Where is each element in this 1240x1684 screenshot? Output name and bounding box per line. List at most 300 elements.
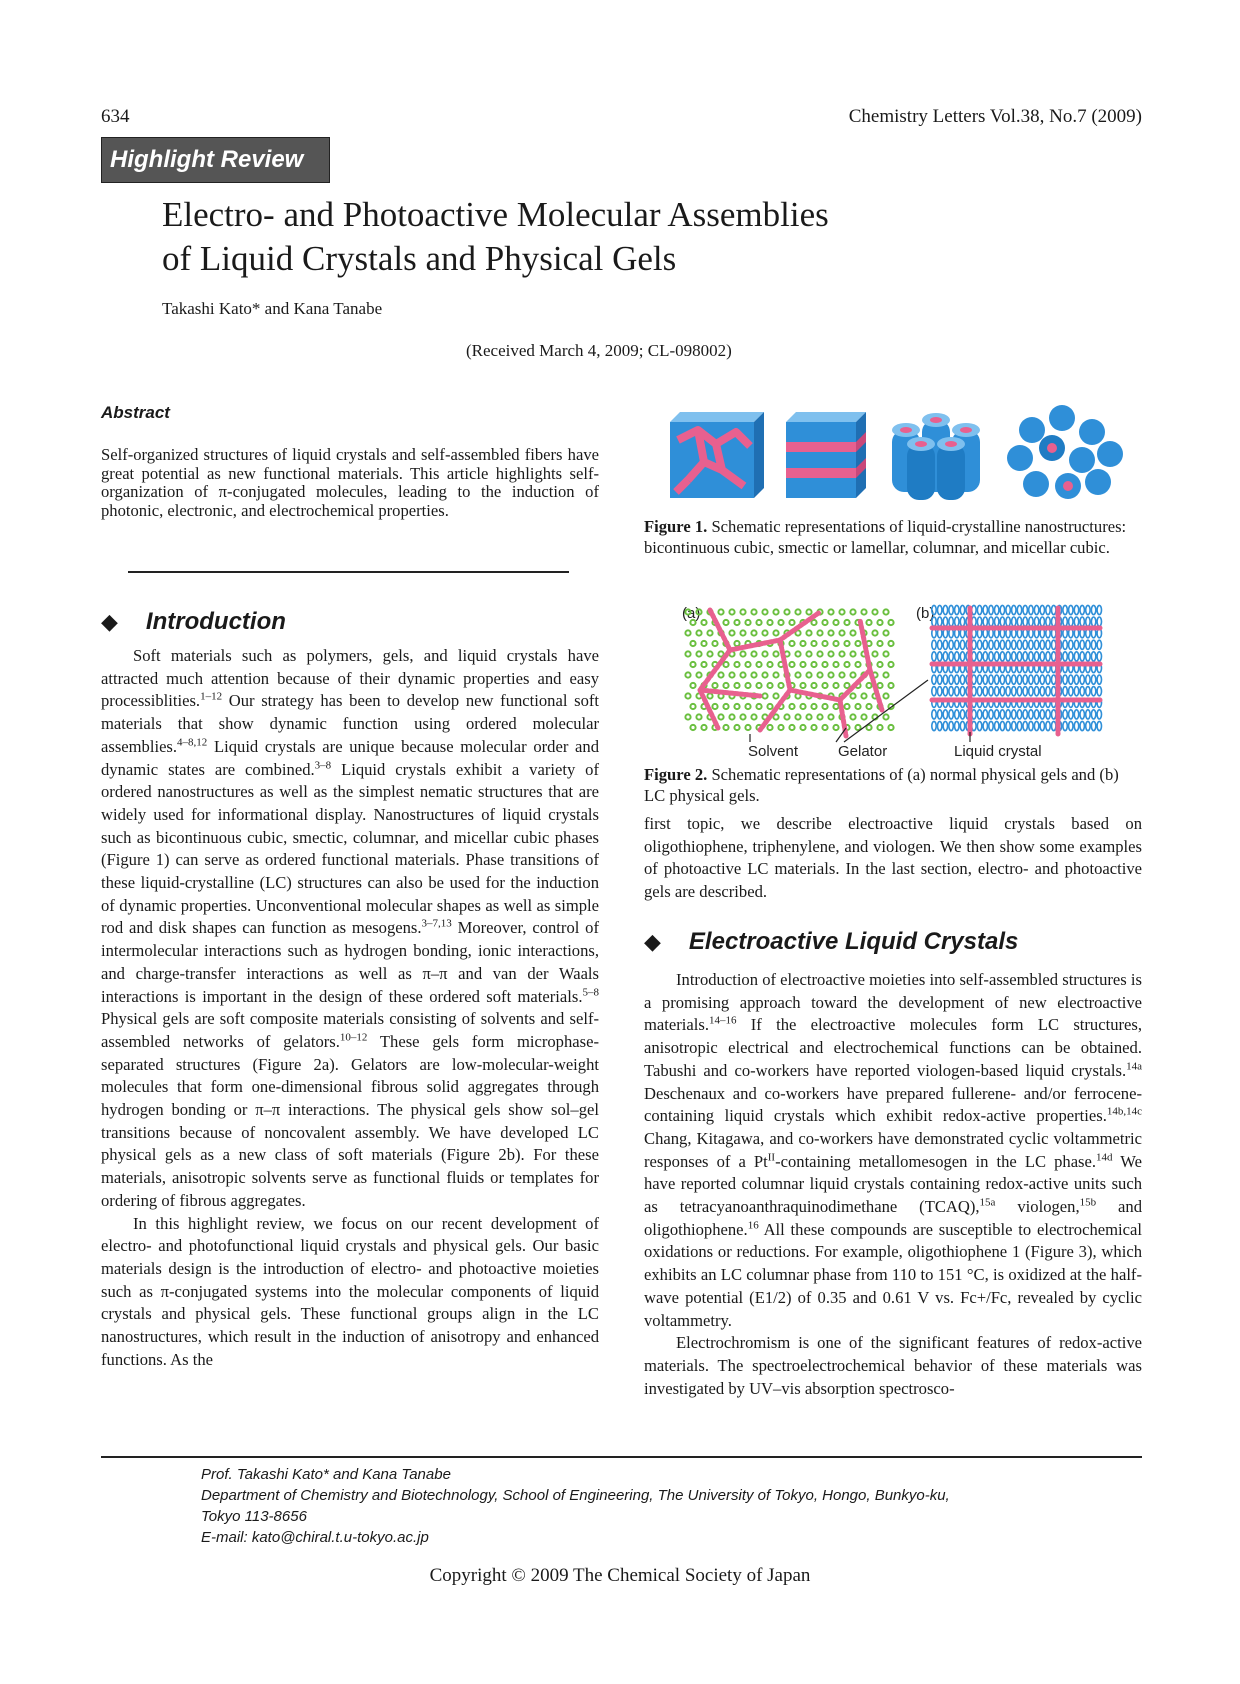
lc-gel-panel [932, 605, 1102, 734]
lc-molecule [1029, 721, 1033, 730]
lc-molecule [1074, 687, 1078, 696]
lc-molecule [989, 710, 993, 719]
solvent-molecule [833, 662, 838, 667]
lc-molecule [1091, 652, 1095, 661]
solvent-molecule [855, 704, 860, 709]
lc-molecule [1097, 652, 1101, 661]
solvent-molecule [723, 620, 728, 625]
lc-molecule [932, 640, 936, 649]
solvent-molecule [811, 662, 816, 667]
solvent-molecule [767, 662, 772, 667]
solvent-molecule [784, 609, 789, 614]
solvent-molecule [844, 620, 849, 625]
lc-molecule [995, 652, 999, 661]
lc-molecule [1006, 605, 1010, 614]
solvent-molecule [685, 672, 690, 677]
solvent-molecule [685, 630, 690, 635]
solvent-molecule [883, 651, 888, 656]
lc-molecule [1012, 617, 1016, 626]
solvent-molecule [877, 662, 882, 667]
solvent-molecule [701, 641, 706, 646]
lc-molecule [1012, 721, 1016, 730]
lc-molecule [1012, 652, 1016, 661]
lc-molecule [1023, 652, 1027, 661]
solvent-molecule [888, 725, 893, 730]
lc-molecule [1034, 640, 1038, 649]
lc-molecule [1063, 617, 1067, 626]
solvent-molecule [844, 641, 849, 646]
solvent-molecule [745, 725, 750, 730]
lc-molecule [1034, 710, 1038, 719]
lc-molecule [1097, 675, 1101, 684]
solvent-molecule [817, 672, 822, 677]
lc-molecule [1000, 640, 1004, 649]
solvent-molecule [822, 641, 827, 646]
lc-molecule [1017, 617, 1021, 626]
solvent-molecule [855, 641, 860, 646]
micellar-cubic-icon [1007, 405, 1123, 499]
lc-molecule [955, 640, 959, 649]
lc-molecule [995, 675, 999, 684]
lc-molecule [1017, 605, 1021, 614]
lc-molecule [1063, 721, 1067, 730]
lc-molecule [1052, 640, 1056, 649]
solvent-molecule [767, 620, 772, 625]
footnote-rule [101, 1456, 1142, 1458]
solvent-molecule [767, 704, 772, 709]
lc-molecule [1017, 721, 1021, 730]
solvent-molecule [690, 704, 695, 709]
affiliation-line-2: Department of Chemistry and Biotechnology, School of Engineering, The University of Tokyo, Hongo, Bunkyo-ku, [201, 1487, 950, 1504]
lc-molecule [1052, 617, 1056, 626]
lc-molecule [1052, 675, 1056, 684]
lc-molecule [1034, 652, 1038, 661]
lc-molecule [977, 721, 981, 730]
lc-molecule [995, 640, 999, 649]
lc-molecule [1046, 687, 1050, 696]
electroactive-body [644, 969, 1142, 1400]
lc-molecule [1052, 652, 1056, 661]
solvent-molecule [872, 630, 877, 635]
introduction-heading [101, 608, 286, 636]
lc-molecule [1086, 652, 1090, 661]
solvent-molecule [696, 714, 701, 719]
solvent-molecule [696, 651, 701, 656]
lc-molecule [983, 640, 987, 649]
introduction-heading-text: Introduction [145, 608, 286, 635]
solvent-molecule [833, 725, 838, 730]
lc-molecule [1040, 687, 1044, 696]
liquid-crystal-label: Liquid crystal [954, 743, 1042, 760]
solvent-molecule [877, 641, 882, 646]
lc-molecule [1006, 687, 1010, 696]
solvent-molecule [734, 683, 739, 688]
solvent-molecule [751, 714, 756, 719]
lc-molecule [1091, 710, 1095, 719]
lc-molecule [1097, 710, 1101, 719]
solvent-molecule [866, 725, 871, 730]
abstract-rule [128, 571, 569, 573]
solvent-molecule [762, 672, 767, 677]
solvent-molecule [828, 609, 833, 614]
lc-molecule [932, 710, 936, 719]
lc-molecule [932, 687, 936, 696]
lc-molecule [1000, 675, 1004, 684]
solvent-molecule [723, 662, 728, 667]
lc-molecule [977, 687, 981, 696]
lc-molecule [1012, 675, 1016, 684]
solvent-label: Solvent [748, 743, 799, 760]
solvent-molecule [811, 683, 816, 688]
normal-gel-panel [685, 609, 893, 736]
lc-molecule [1040, 605, 1044, 614]
lc-molecule [1086, 605, 1090, 614]
solvent-molecule [839, 672, 844, 677]
lc-molecule [1080, 687, 1084, 696]
solvent-molecule [800, 641, 805, 646]
solvent-molecule [712, 704, 717, 709]
lc-molecule [1091, 605, 1095, 614]
solvent-molecule [850, 651, 855, 656]
solvent-molecule [806, 630, 811, 635]
lc-molecule [1097, 687, 1101, 696]
lc-molecule [1080, 721, 1084, 730]
lc-molecule [949, 710, 953, 719]
lc-molecule [1069, 605, 1073, 614]
lc-molecule [1074, 721, 1078, 730]
solvent-molecule [811, 641, 816, 646]
lc-molecule [977, 640, 981, 649]
lc-molecule [995, 605, 999, 614]
lc-molecule [1040, 710, 1044, 719]
solvent-molecule [767, 725, 772, 730]
solvent-molecule [850, 609, 855, 614]
lc-molecule [1000, 652, 1004, 661]
solvent-molecule [844, 662, 849, 667]
lc-molecule [977, 710, 981, 719]
lc-molecule [1080, 617, 1084, 626]
intro-paragraph-2: In this highlight review, we focus on our recent development of electro- and photofunctional liquid crystals and physical gels. Our basic materials design is the introduction of electro- and photoactive moieties such as π-conjugated systems into the molecular components of liquid crystals and physical gels. These functional groups align in the LC nanostructures, which result in the induction of anisotropy and enhanced functions. As the [101, 1213, 599, 1369]
lc-molecule [1046, 605, 1050, 614]
solvent-molecule [767, 683, 772, 688]
solvent-molecule [833, 620, 838, 625]
lc-molecule [1023, 617, 1027, 626]
solvent-molecule [800, 725, 805, 730]
solvent-molecule [756, 683, 761, 688]
lc-molecule [949, 617, 953, 626]
solvent-molecule [734, 662, 739, 667]
solvent-molecule [811, 725, 816, 730]
lc-molecule [989, 652, 993, 661]
lc-molecule [949, 605, 953, 614]
solvent-molecule [734, 620, 739, 625]
lc-molecule [932, 721, 936, 730]
lc-molecule [1086, 721, 1090, 730]
lc-molecule [1046, 710, 1050, 719]
solvent-molecule [861, 609, 866, 614]
solvent-molecule [839, 609, 844, 614]
lc-molecule [995, 617, 999, 626]
solvent-molecule [740, 609, 745, 614]
solvent-molecule [844, 683, 849, 688]
lc-molecule [989, 687, 993, 696]
solvent-molecule [734, 641, 739, 646]
abstract-text: Self-organized structures of liquid crystals and self-assembled fibers have great potential as new functional materials. This article highlights self-organization of π-conjugated molecules, leading to the induction of photonic, electronic, and electrochemical properties. [101, 445, 599, 520]
solvent-molecule [723, 704, 728, 709]
solvent-molecule [883, 672, 888, 677]
lc-molecule [1006, 710, 1010, 719]
lc-molecule [1069, 652, 1073, 661]
lc-molecule [1034, 617, 1038, 626]
lc-molecule [1034, 675, 1038, 684]
solvent-molecule [701, 620, 706, 625]
lc-molecule [977, 605, 981, 614]
lc-molecule [989, 605, 993, 614]
affiliation-email: E-mail: kato@chiral.t.u-tokyo.ac.jp [201, 1529, 429, 1546]
solvent-molecule [855, 662, 860, 667]
solvent-molecule [888, 620, 893, 625]
received-date: (Received March 4, 2009; CL-098002) [466, 341, 732, 360]
solvent-molecule [756, 620, 761, 625]
lc-molecule [983, 710, 987, 719]
lc-molecule [938, 687, 942, 696]
solvent-molecule [806, 714, 811, 719]
lc-molecule [1017, 652, 1021, 661]
lc-molecule [1069, 617, 1073, 626]
lc-molecule [1063, 652, 1067, 661]
page-number: 634 [101, 106, 130, 127]
lc-molecule [983, 605, 987, 614]
solvent-molecule [729, 630, 734, 635]
title-line-1: Electro- and Photoactive Molecular Assemblies [162, 195, 829, 234]
lc-molecule [949, 640, 953, 649]
lc-molecule [1080, 640, 1084, 649]
solvent-molecule [740, 714, 745, 719]
solvent-molecule [718, 672, 723, 677]
columnar-icon [892, 413, 980, 500]
lc-molecule [1097, 605, 1101, 614]
solvent-molecule [696, 672, 701, 677]
solvent-molecule [729, 609, 734, 614]
solvent-molecule [888, 641, 893, 646]
lc-molecule [1040, 721, 1044, 730]
bicontinuous-cubic-icon [670, 412, 764, 498]
lc-molecule [955, 605, 959, 614]
solvent-molecule [800, 683, 805, 688]
solvent-molecule [751, 630, 756, 635]
figure-2b-label: (b) [916, 605, 935, 622]
lc-molecule [1063, 687, 1067, 696]
lc-molecule [1097, 617, 1101, 626]
lc-molecule [955, 675, 959, 684]
lc-molecule [1080, 710, 1084, 719]
solvent-molecule [817, 651, 822, 656]
lc-molecule [1029, 652, 1033, 661]
lc-molecule [1086, 617, 1090, 626]
lc-molecule [1052, 710, 1056, 719]
lc-molecule [960, 640, 964, 649]
solvent-molecule [811, 704, 816, 709]
lc-molecule [977, 675, 981, 684]
solvent-molecule [718, 714, 723, 719]
solvent-molecule [707, 651, 712, 656]
lc-molecule [995, 721, 999, 730]
solvent-molecule [877, 725, 882, 730]
diamond-bullet-icon: ◆ [644, 930, 661, 955]
lc-molecule [943, 617, 947, 626]
solvent-molecule [740, 630, 745, 635]
lc-molecule [1034, 687, 1038, 696]
lc-molecule [955, 710, 959, 719]
solvent-molecule [817, 714, 822, 719]
solvent-molecule [740, 651, 745, 656]
article-type-badge: Highlight Review [101, 137, 330, 183]
lc-molecule [938, 710, 942, 719]
solvent-molecule [745, 662, 750, 667]
lc-molecule [938, 617, 942, 626]
lc-molecule [938, 675, 942, 684]
lc-molecule [1052, 687, 1056, 696]
lc-molecule [995, 687, 999, 696]
solvent-molecule [751, 609, 756, 614]
lc-molecule [1029, 687, 1033, 696]
solvent-molecule [828, 714, 833, 719]
solvent-molecule [822, 620, 827, 625]
lc-molecule [1074, 605, 1078, 614]
lc-molecule [1023, 721, 1027, 730]
lc-molecule [983, 617, 987, 626]
figure-1-caption: Figure 1. Schematic representations of liquid-crystalline nanostructures: bicontinuous cubic, smectic or lamellar, columnar, and micellar cubic. [644, 517, 1127, 557]
lc-molecule [943, 710, 947, 719]
lc-molecule [949, 652, 953, 661]
solvent-molecule [800, 704, 805, 709]
solvent-molecule [883, 609, 888, 614]
lc-molecule [1074, 640, 1078, 649]
solvent-molecule [822, 662, 827, 667]
affiliation-line-3: Tokyo 113-8656 [201, 1508, 307, 1525]
lc-molecule [949, 721, 953, 730]
solvent-molecule [701, 662, 706, 667]
solvent-molecule [888, 683, 893, 688]
lc-molecule [943, 640, 947, 649]
solvent-molecule [850, 714, 855, 719]
solvent-molecule [690, 620, 695, 625]
lc-molecule [938, 652, 942, 661]
lc-molecule [983, 652, 987, 661]
lc-molecule [977, 617, 981, 626]
figure-1-graphic [664, 400, 1134, 510]
lc-molecule [1069, 675, 1073, 684]
lc-molecule [960, 687, 964, 696]
solvent-molecule [850, 630, 855, 635]
lc-molecule [955, 617, 959, 626]
lc-molecule [1097, 721, 1101, 730]
solvent-molecule [789, 704, 794, 709]
lc-molecule [1063, 605, 1067, 614]
figure-2-graphic [670, 600, 1110, 760]
solvent-molecule [828, 651, 833, 656]
solvent-molecule [740, 672, 745, 677]
lc-molecule [955, 687, 959, 696]
smectic-lamellar-icon [786, 412, 866, 498]
solvent-molecule [861, 714, 866, 719]
solvent-molecule [839, 651, 844, 656]
lc-molecule [1006, 652, 1010, 661]
solvent-molecule [806, 609, 811, 614]
solvent-molecule [773, 672, 778, 677]
introduction-body [101, 645, 599, 1372]
lc-molecule [1086, 675, 1090, 684]
figure-2-caption: Figure 2. Schematic representations of (a) normal physical gels and (b) LC physical gels. [644, 765, 1119, 805]
solvent-molecule [822, 725, 827, 730]
solvent-molecule [795, 714, 800, 719]
lc-molecule [1012, 687, 1016, 696]
lc-molecule [1069, 721, 1073, 730]
solvent-molecule [795, 651, 800, 656]
lc-molecule [1029, 640, 1033, 649]
lc-molecule [960, 605, 964, 614]
article-title [162, 193, 962, 281]
lc-molecule [943, 652, 947, 661]
lc-molecule [1029, 710, 1033, 719]
lc-molecule [1006, 721, 1010, 730]
lc-molecule [1040, 617, 1044, 626]
intro-paragraph-1: Soft materials such as polymers, gels, and liquid crystals have attracted much attention because of their dynamic properties and easy processiblities.$^{1-12}$ Our strategy has been to develop new functional soft materials that show dynamic function using ordered molecular assemblies.$^{4-8,12}$ Liquid crystals are unique because molecular order and dynamic states are combined.$^{3-8}$ Liquid crystals exhibit a variety of ordered nanostructures as well as the simplest nematic structures that are widely used for informational display. Nanostructures of liquid crystals such as bicontinuous cubic, smectic, columnar, and micellar cubic phases (Figure 1) can serve as ordered functional materials. Phase transitions of these liquid-crystalline (LC) structures can also be used for the induction of dynamic properties. Unconventional molecular shapes as well as simple rod and disk shapes can function as mesogens.$^{3-7,13}$ Moreover, control of intermolecular interactions such as hydrogen bonding, ionic interactions, and charge-transfer interactions as well as π–π and van der Waals interactions is important in the design of these ordered soft materials.$^{5-8}$ Physical gels are soft composite materials consisting of solvents and self-assembled networks of gelators.$^{10-12}$ These gels form microphase-separated structures (Figure 2a). Gelators are low-molecular-weight molecules that form one-dimensional fibrous solid aggregates through hydrogen bonding or π–π interactions. The physical gels show sol–gel transitions because of noncovalent assembly. We have developed LC physical gels as a new class of soft materials (Figure 2b). For these materials, anisotropic solvents serve as functional fluids or templates for ordering of fibrous aggregates. [101, 646, 600, 1210]
solvent-molecule [745, 704, 750, 709]
lc-molecule [932, 652, 936, 661]
gelator-label: Gelator [838, 743, 888, 760]
lc-molecule [1040, 640, 1044, 649]
solvent-molecule [844, 704, 849, 709]
lc-molecule [989, 640, 993, 649]
authors: Takashi Kato* and Kana Tanabe [162, 299, 383, 318]
solvent-molecule [833, 641, 838, 646]
journal-citation: Chemistry Letters Vol.38, No.7 (2009) [848, 106, 1142, 127]
solvent-molecule [883, 630, 888, 635]
abstract-heading: Abstract [101, 403, 170, 422]
solvent-molecule [707, 693, 712, 698]
lc-molecule [1052, 721, 1056, 730]
solvent-molecule [690, 683, 695, 688]
lc-molecule [960, 710, 964, 719]
solvent-molecule [729, 672, 734, 677]
solvent-molecule [734, 725, 739, 730]
solvent-molecule [877, 620, 882, 625]
copyright-notice: Copyright © 2009 The Chemical Society of Japan [429, 1565, 811, 1586]
lc-molecule [1091, 617, 1095, 626]
solvent-molecule [685, 651, 690, 656]
lc-molecule [977, 652, 981, 661]
lc-molecule [1006, 617, 1010, 626]
lc-molecule [989, 617, 993, 626]
lc-molecule [1017, 640, 1021, 649]
intro-paragraph-3: first topic, we describe electroactive liquid crystals based on oligothiophene, triphenylene, and viologen. We then show some examples of photoactive LC materials. In the last section, electro- and photoactive gels are described. [644, 814, 1142, 902]
lc-molecule [983, 675, 987, 684]
electroactive-heading-text: Electroactive Liquid Crystals [688, 928, 1019, 955]
lc-molecule [989, 721, 993, 730]
lc-molecule [1000, 710, 1004, 719]
solvent-molecule [751, 672, 756, 677]
lc-molecule [1063, 710, 1067, 719]
lc-molecule [989, 675, 993, 684]
lc-molecule [1023, 710, 1027, 719]
solvent-molecule [762, 693, 767, 698]
lc-molecule [1063, 675, 1067, 684]
solvent-molecule [850, 693, 855, 698]
lc-molecule [955, 652, 959, 661]
lc-molecule [1012, 640, 1016, 649]
solvent-molecule [773, 651, 778, 656]
